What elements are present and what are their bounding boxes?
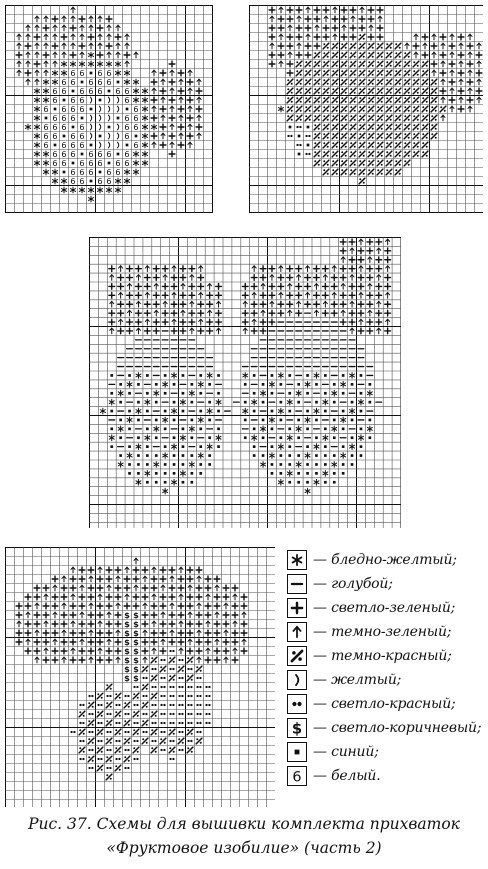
legend-item: [287, 644, 452, 668]
svg-text:6: 6: [88, 166, 94, 177]
legend-item: [287, 716, 481, 740]
svg-text:6: 6: [79, 157, 85, 168]
legend-item: [287, 596, 455, 620]
pattern-grid: [89, 237, 401, 528]
svg-text:6: 6: [133, 121, 139, 132]
svg-text:6: 6: [70, 148, 76, 159]
svg-text:$: $: [291, 720, 303, 737]
svg-text:6: 6: [43, 103, 49, 114]
svg-text:$: $: [133, 609, 139, 620]
svg-text:6: 6: [61, 112, 67, 123]
svg-text:6: 6: [52, 94, 58, 105]
svg-text:6: 6: [133, 112, 139, 123]
dot-icon: [287, 742, 307, 762]
svg-text:6: 6: [43, 130, 49, 141]
svg-text:6: 6: [70, 103, 76, 114]
svg-text:6: 6: [70, 94, 76, 105]
svg-text:6: 6: [61, 157, 67, 168]
svg-text:6: 6: [115, 166, 121, 177]
plus-icon: [287, 598, 307, 618]
legend-label: светло-красный;: [331, 696, 456, 712]
svg-text:6: 6: [70, 112, 76, 123]
svg-text:6: 6: [97, 148, 103, 159]
legend-label: синий;: [331, 744, 379, 760]
svg-text:6: 6: [124, 94, 130, 105]
svg-text:6: 6: [61, 148, 67, 159]
legend-item: [287, 572, 393, 596]
svg-text:6: 6: [106, 175, 112, 186]
svg-text:6: 6: [70, 175, 76, 186]
legend-label: бледно-желтый;: [331, 552, 457, 568]
legend-label: темно-красный;: [331, 648, 452, 664]
svg-text:6: 6: [292, 769, 302, 785]
svg-text:$: $: [133, 645, 139, 656]
svg-text:6: 6: [70, 166, 76, 177]
svg-text:6: 6: [43, 121, 49, 132]
svg-text:6: 6: [97, 175, 103, 186]
svg-text:6: 6: [52, 121, 58, 132]
svg-text:$: $: [133, 636, 139, 647]
svg-text:6: 6: [79, 85, 85, 96]
svg-text:6: 6: [79, 121, 85, 132]
svg-text:6: 6: [97, 85, 103, 96]
percent-icon: [287, 646, 307, 666]
legend-item: [287, 668, 401, 692]
pattern-chart-bottom-left: [5, 547, 275, 807]
svg-text:$: $: [133, 627, 139, 638]
legend-dash: —: [313, 696, 327, 712]
six-icon: [287, 766, 307, 786]
svg-text:$: $: [133, 654, 139, 665]
svg-text:6: 6: [88, 76, 94, 87]
pattern-chart-top-left: [5, 5, 213, 213]
svg-text:6: 6: [52, 130, 58, 141]
svg-text:6: 6: [43, 139, 49, 150]
legend-label: желтый;: [331, 672, 402, 688]
svg-text:$: $: [124, 645, 130, 656]
svg-text:$: $: [133, 618, 139, 629]
svg-text:6: 6: [88, 85, 94, 96]
legend-dash: —: [313, 648, 327, 664]
svg-text:6: 6: [124, 130, 130, 141]
svg-text:6: 6: [61, 85, 67, 96]
svg-text:$: $: [124, 627, 130, 638]
svg-text:$: $: [124, 618, 130, 629]
svg-text:6: 6: [106, 148, 112, 159]
svg-text:6: 6: [61, 121, 67, 132]
dollar-icon: [287, 718, 307, 738]
svg-text:6: 6: [79, 130, 85, 141]
svg-text:6: 6: [124, 148, 130, 159]
svg-text:$: $: [124, 663, 130, 674]
svg-text:6: 6: [88, 148, 94, 159]
svg-text:6: 6: [79, 103, 85, 114]
svg-text:6: 6: [70, 139, 76, 150]
pattern-chart-top-right: [249, 5, 483, 213]
legend-dash: —: [313, 768, 327, 784]
svg-text:6: 6: [79, 67, 85, 78]
svg-text:6: 6: [97, 76, 103, 87]
pattern-grid: [249, 5, 483, 213]
pattern-grid: [5, 547, 275, 807]
arrow-up-icon: [287, 622, 307, 642]
svg-text:$: $: [124, 609, 130, 620]
legend-dash: —: [313, 600, 327, 616]
legend-dash: —: [313, 624, 327, 640]
legend-item: [287, 764, 381, 788]
svg-text:6: 6: [115, 157, 121, 168]
svg-text:6: 6: [106, 166, 112, 177]
asterisk-icon: [287, 550, 307, 570]
svg-text:6: 6: [124, 85, 130, 96]
svg-text:6: 6: [124, 112, 130, 123]
svg-text:6: 6: [70, 67, 76, 78]
svg-text:6: 6: [52, 112, 58, 123]
svg-text:6: 6: [115, 85, 121, 96]
svg-text:6: 6: [97, 67, 103, 78]
legend-dash: —: [313, 576, 327, 592]
svg-text:6: 6: [133, 139, 139, 150]
legend-item: [287, 692, 456, 716]
legend-dash: —: [313, 552, 327, 568]
svg-text:6: 6: [61, 76, 67, 87]
svg-text:6: 6: [52, 85, 58, 96]
svg-text:6: 6: [79, 175, 85, 186]
legend-item: [287, 548, 457, 572]
legend-dash: —: [313, 672, 327, 688]
svg-text:6: 6: [133, 103, 139, 114]
svg-text:$: $: [124, 672, 130, 683]
dash-icon: [287, 574, 307, 594]
svg-text:6: 6: [70, 130, 76, 141]
svg-text:6: 6: [61, 139, 67, 150]
legend-item: [287, 620, 451, 644]
svg-text:$: $: [124, 636, 130, 647]
svg-text:6: 6: [79, 139, 85, 150]
paren-icon: [287, 670, 307, 690]
svg-text:6: 6: [79, 94, 85, 105]
svg-text:$: $: [133, 672, 139, 683]
svg-text:6: 6: [97, 157, 103, 168]
svg-text:6: 6: [124, 121, 130, 132]
svg-text:$: $: [124, 654, 130, 665]
svg-text:6: 6: [52, 157, 58, 168]
svg-text:6: 6: [61, 103, 67, 114]
legend-label: светло-коричневый;: [331, 720, 482, 736]
svg-text:6: 6: [70, 76, 76, 87]
caption-line-2: «Фруктовое изобилие» (часть 2): [106, 839, 382, 857]
svg-text:6: 6: [52, 148, 58, 159]
svg-text:6: 6: [106, 67, 112, 78]
svg-text:$: $: [133, 663, 139, 674]
pattern-chart-middle: [89, 237, 401, 528]
legend-item: [287, 740, 379, 764]
legend-dash: —: [313, 744, 327, 760]
svg-text:6: 6: [79, 166, 85, 177]
legend-label: темно-зеленый;: [331, 624, 452, 640]
figure-caption: [0, 812, 488, 860]
svg-text:6: 6: [124, 157, 130, 168]
svg-text:6: 6: [106, 76, 112, 87]
double-dot-icon: [287, 694, 307, 714]
pattern-grid: [5, 5, 213, 213]
legend-label: светло-зеленый;: [331, 600, 456, 616]
legend-label: белый.: [331, 768, 381, 784]
svg-text:6: 6: [88, 157, 94, 168]
legend-label: голубой;: [331, 576, 393, 592]
caption-line-1: Рис. 37. Схемы для вышивки комплекта прихваток: [28, 815, 460, 833]
legend-dash: —: [313, 720, 327, 736]
